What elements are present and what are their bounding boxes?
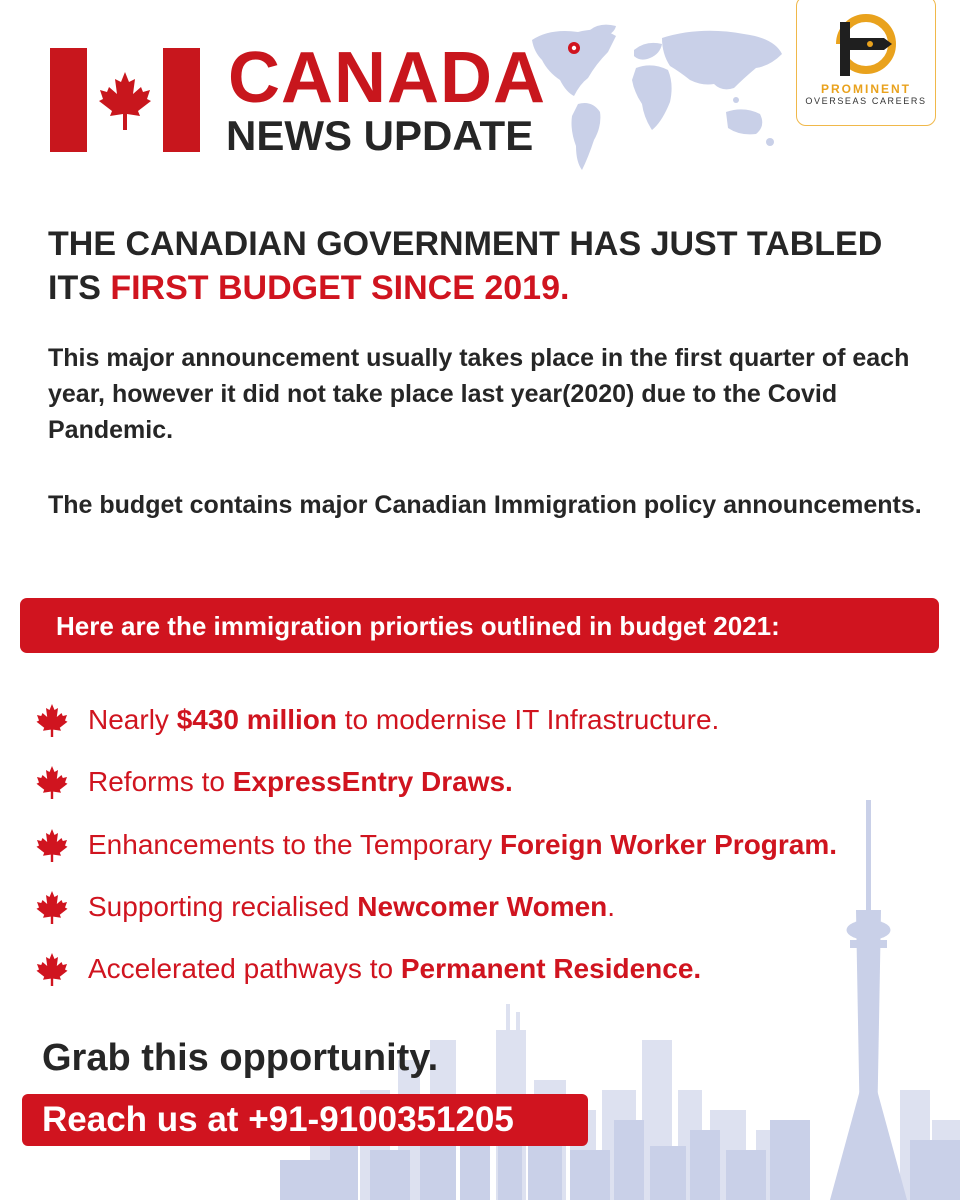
list-item-bold: ExpressEntry Draws. [232, 766, 513, 797]
list-item-text [88, 829, 837, 861]
list-item-bold: $430 million [176, 704, 337, 735]
list-item-bold: Newcomer Women [357, 891, 608, 922]
list-item-post: . [607, 891, 616, 922]
logo-name: PROMINENT [821, 82, 911, 96]
headline-highlight: FIRST BUDGET SINCE 2019. [110, 269, 570, 307]
list-item-text [88, 704, 719, 736]
list-item-bold: Permanent Residence. [400, 953, 702, 984]
call-to-action-heading: Grab this opportunity. [42, 1037, 439, 1079]
maple-leaf-icon [34, 764, 70, 800]
contact-phone-text: Reach us at +91-9100351205 [42, 1100, 514, 1139]
policy-paragraph: The budget contains major Canadian Immigration policy announcements. [48, 491, 922, 519]
list-item [34, 949, 934, 989]
list-item [34, 887, 934, 927]
list-item [34, 825, 934, 865]
list-item-text [88, 891, 615, 923]
maple-leaf-icon [34, 702, 70, 738]
list-item-pre: Accelerated pathways to [88, 953, 401, 984]
list-item [34, 700, 934, 740]
list-item-post: to modernise IT Infrastructure. [337, 704, 720, 735]
maple-leaf-icon [34, 951, 70, 987]
maple-leaf-icon [34, 827, 70, 863]
priorities-banner-text: Here are the immigration priorties outlined in budget 2021: [56, 611, 780, 641]
page-subtitle: NEWS UPDATE [226, 112, 534, 159]
list-item-pre: Supporting recialised [88, 891, 358, 922]
canada-flag-icon [50, 48, 200, 152]
headline [48, 222, 928, 310]
prominent-logo-icon [830, 14, 902, 78]
list-item-pre: Reforms to [88, 766, 233, 797]
world-map-icon [530, 22, 790, 182]
list-item-text [88, 953, 701, 985]
maple-leaf-icon [34, 889, 70, 925]
list-item-pre: Enhancements to the Temporary [88, 829, 500, 860]
headline-text: THE CANADIAN GOVERNMENT HAS JUST TABLED ITS [48, 225, 883, 307]
logo-tagline: OVERSEAS CAREERS [805, 96, 927, 106]
list-item-bold: Foreign Worker Program. [499, 829, 838, 860]
list-item [34, 762, 934, 802]
list-item-text [88, 766, 513, 798]
page-title: CANADA [228, 38, 546, 118]
list-item-pre: Nearly [88, 704, 177, 735]
intro-paragraph: This major announcement usually takes place in the first quarter of each year, however it did not take place last year(2020) due to the Covid Pandemic. [48, 344, 910, 444]
